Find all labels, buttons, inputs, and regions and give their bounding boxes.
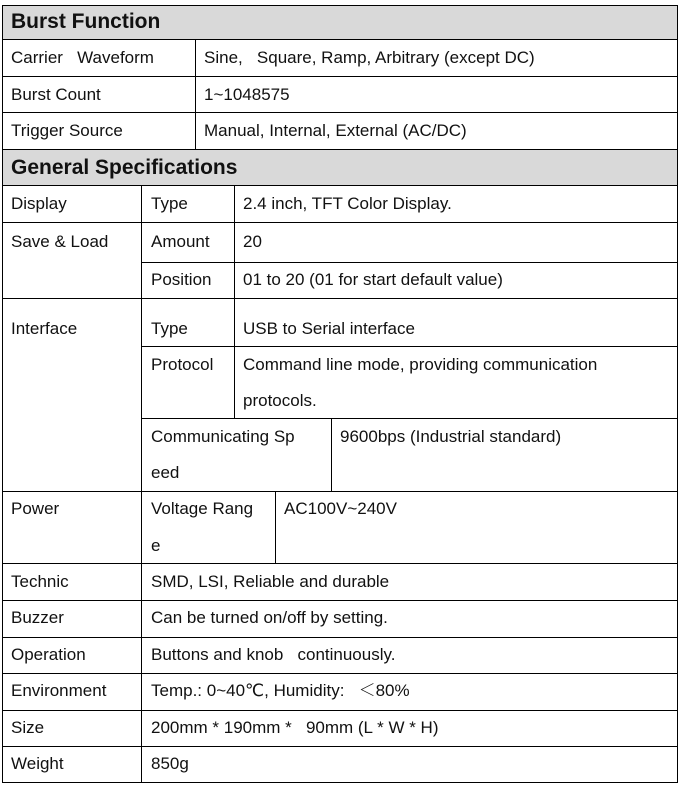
- rule: [2, 298, 678, 299]
- display-label: Display: [11, 194, 67, 213]
- rule: [2, 782, 678, 783]
- rule: [141, 185, 142, 783]
- trigger-source-label: Trigger Source: [11, 121, 123, 140]
- rule: [2, 39, 678, 40]
- rule: [2, 185, 678, 186]
- general-section-title: General Specifications: [11, 156, 238, 179]
- amount-sub-label: Amount: [151, 232, 210, 251]
- rule: [2, 222, 678, 223]
- operation-label: Operation: [11, 645, 86, 664]
- save-load-label: Save & Load: [11, 232, 109, 251]
- interface-type-value: USB to Serial interface: [243, 319, 415, 338]
- interface-type-sub-label: Type: [151, 319, 188, 338]
- technic-value: SMD, LSI, Reliable and durable: [151, 572, 390, 591]
- carrier-waveform-value: Sine, Square, Ramp, Arbitrary (except DC): [204, 48, 535, 67]
- burst-count-value: 1~1048575: [204, 85, 290, 104]
- rule: [2, 746, 678, 747]
- rule: [2, 673, 678, 674]
- rule: [2, 710, 678, 711]
- rule: [677, 5, 678, 783]
- rule: [2, 637, 678, 638]
- voltage-range-sub-label-line1: Voltage Rang: [151, 499, 254, 518]
- power-value: AC100V~240V: [284, 499, 397, 518]
- rule: [331, 418, 332, 492]
- position-value: 01 to 20 (01 for start default value): [243, 270, 503, 289]
- weight-value: 850g: [151, 754, 189, 773]
- display-sub-label: Type: [151, 194, 188, 213]
- rule: [141, 262, 678, 263]
- weight-label: Weight: [11, 754, 64, 773]
- size-label: Size: [11, 718, 45, 737]
- operation-value: Buttons and knob continuously.: [151, 645, 396, 664]
- protocol-value-line1: Command line mode, providing communication: [243, 355, 598, 374]
- rule: [141, 346, 678, 347]
- rule: [2, 112, 678, 113]
- speed-sub-label-line2: eed: [151, 463, 180, 482]
- display-value: 2.4 inch, TFT Color Display.: [243, 194, 452, 213]
- burst-section-title: Burst Function: [11, 10, 161, 33]
- rule: [2, 5, 678, 6]
- buzzer-value: Can be turned on/off by setting.: [151, 608, 388, 627]
- speed-sub-label-line1: Communicating Sp: [151, 427, 295, 446]
- rule: [2, 491, 678, 492]
- protocol-sub-label: Protocol: [151, 355, 214, 374]
- position-sub-label: Position: [151, 270, 212, 289]
- rule: [141, 418, 678, 419]
- buzzer-label: Buzzer: [11, 608, 64, 627]
- environment-label: Environment: [11, 681, 107, 700]
- rule: [2, 149, 678, 150]
- burst-count-label: Burst Count: [11, 85, 101, 104]
- rule: [2, 76, 678, 77]
- interface-label: Interface: [11, 319, 78, 338]
- rule: [234, 185, 235, 419]
- rule: [195, 39, 196, 150]
- trigger-source-value: Manual, Internal, External (AC/DC): [204, 121, 467, 140]
- power-label: Power: [11, 499, 60, 518]
- size-value: 200mm * 190mm * 90mm (L * W * H): [151, 718, 439, 737]
- voltage-range-sub-label-line2: e: [151, 536, 161, 555]
- technic-label: Technic: [11, 572, 69, 591]
- protocol-value-line2: protocols.: [243, 391, 317, 410]
- speed-value: 9600bps (Industrial standard): [340, 427, 562, 446]
- rule: [275, 491, 276, 564]
- rule: [2, 5, 3, 783]
- carrier-waveform-label: Carrier Waveform: [11, 48, 154, 67]
- environment-value: Temp.: 0~40℃, Humidity: ＜80%: [151, 681, 410, 700]
- rule: [2, 600, 678, 601]
- rule: [2, 563, 678, 564]
- amount-value: 20: [243, 232, 262, 251]
